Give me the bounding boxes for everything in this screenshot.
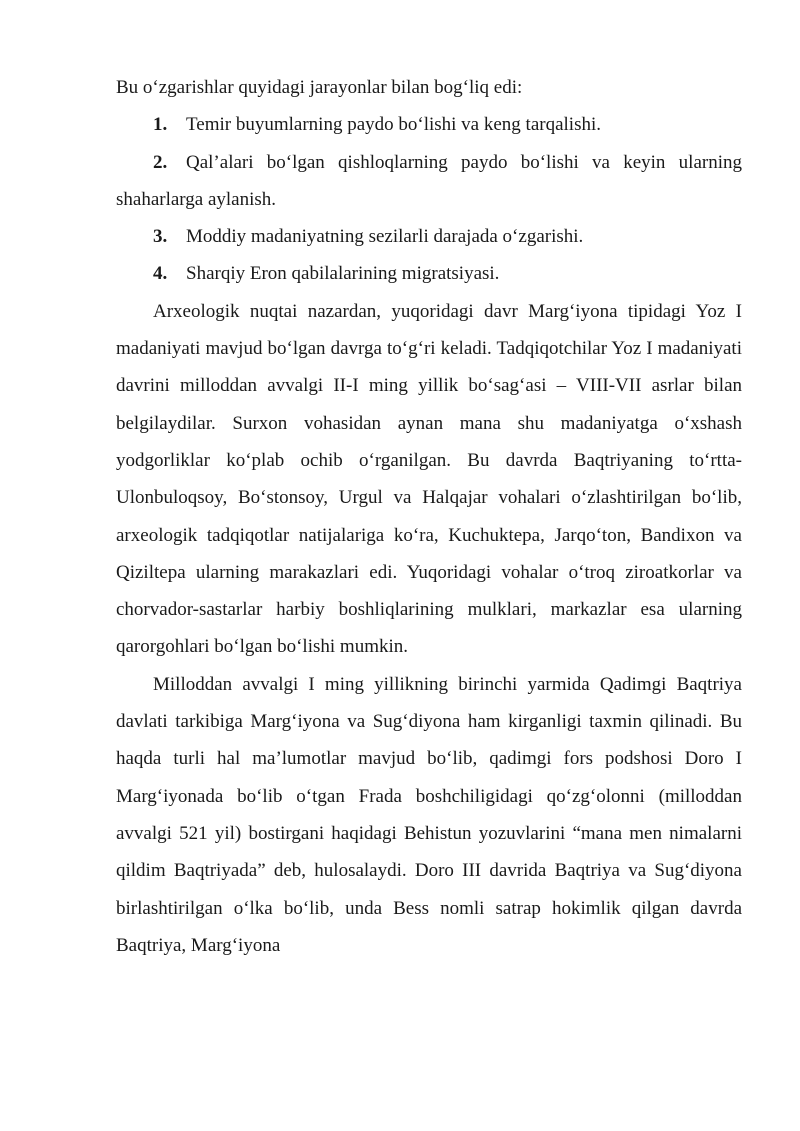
list-item-2 <box>116 144 742 219</box>
list-number: 2. <box>153 151 168 173</box>
list-number: 1. <box>153 114 168 136</box>
list-text: Temir buyumlarning paydo bo‘lishi va keng tarqalishi. <box>186 114 602 136</box>
list-item-3 <box>116 218 742 255</box>
list-item-4 <box>116 255 742 292</box>
list-item-1 <box>116 106 742 143</box>
list-text: Sharqiy Eron qabilalarining migratsiyasi. <box>186 263 500 285</box>
intro-line: Bu o‘zgarishlar quyidagi jarayonlar bilan bog‘liq edi: <box>116 77 523 98</box>
paragraph-bactria: Milloddan avvalgi I ming yillikning birinchi yarmida Qadimgi Baqtriya davlati tarkibiga Marg‘iyona va Sug‘diyona ham kirganligi taxmin qilinadi. Bu haqda turli hal ma’lumotlar mavjud bo‘lib, qadimgi fors podshosi Doro I Marg‘iyonada bo‘lib o‘tgan Frada boshchiligidagi qo‘zg‘olonni (milloddan avvalgi 521 yil) bostirgani haqidagi Behistun yozuvlarini “mana men nimalarni qildim Baqtriyada” deb, hulosalaydi. Doro III davrida Baqtriya va Sug‘diyona birlashtirilgan o‘lka bo‘lib, unda Bess nomli satrap hokimlik qilgan davrda Baqtriya, Marg‘iyona <box>116 673 742 956</box>
list-text: Moddiy madaniyatning sezilarli darajada o‘zgarishi. <box>186 226 584 248</box>
list-text: Qal’alari bo‘lgan qishloqlarning paydo bo‘lishi va keyin ularning shaharlarga aylanish. <box>116 151 742 210</box>
document-page <box>116 69 742 964</box>
list-number: 3. <box>153 226 168 248</box>
list-number: 4. <box>153 263 168 285</box>
paragraph-archaeology: Arxeologik nuqtai nazardan, yuqoridagi davr Marg‘iyona tipidagi Yoz I madaniyati mavjud bo‘lgan davrga to‘g‘ri keladi. Tadqiqotchilar Yoz I madaniyati davrini milloddan avvalgi II-I ming yillik bo‘sag‘asi – VIII-VII asrlar bilan belgilaydilar. Surxon vohasidan aynan mana shu madaniyatga o‘xshash yodgorliklar ko‘plab ochib o‘rganilgan. Bu davrda Baqtriyaning to‘rtta-Ulonbuloqsoy, Bo‘stonsoy, Urgul va Halqajar vohalari o‘zlashtirilgan bo‘lib, arxeologik tadqiqotlar natijalariga ko‘ra, Kuchuktepa, Jarqo‘ton, Bandixon va Qiziltepa ularning marakazlari edi. Yuqoridagi vohalar o‘troq ziroatkorlar va chorvador-sastarlar harbiy boshliqlarining mulklari, markazlar esa ularning qarorgohlari bo‘lgan bo‘lishi mumkin. <box>116 300 742 658</box>
